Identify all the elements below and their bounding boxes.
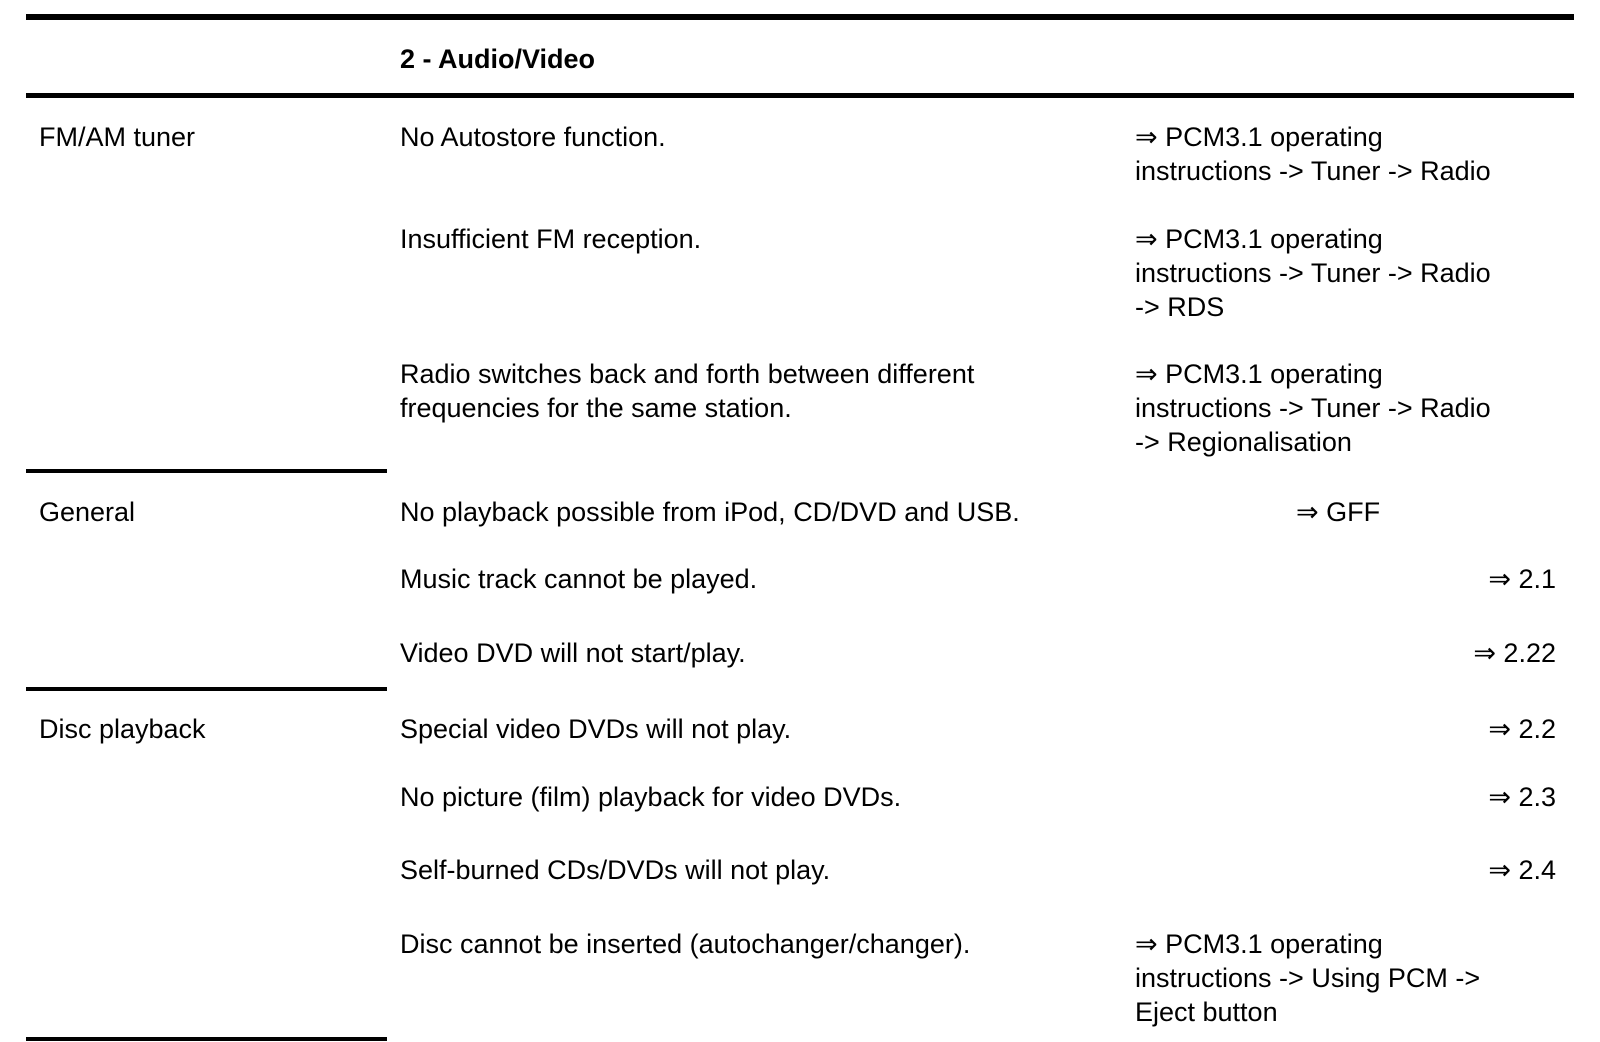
reference-text: ⇒ 2.1 [1488,564,1556,594]
reference-text: ⇒ 2.2 [1488,714,1556,744]
header-rule [26,93,1574,98]
category-fm-am-tuner: FM/AM tuner [39,122,196,152]
reference-text: ⇒ GFF [1296,497,1381,527]
problem-text: Self-burned CDs/DVDs will not play. [400,855,831,885]
problem-text: Insufficient FM reception. [400,224,702,254]
problem-text: No playback possible from iPod, CD/DVD and USB. [400,497,1020,527]
problem-text: No picture (film) playback for video DVDs. [400,782,902,812]
reference-text: ⇒ PCM3.1 operating instructions -> Tuner -> Radio [1135,122,1491,186]
top-rule [26,14,1574,20]
problem-text: Music track cannot be played. [400,564,758,594]
section-divider-general [26,687,387,691]
reference-text: ⇒ 2.3 [1488,782,1556,812]
reference-text: ⇒ 2.4 [1488,855,1556,885]
problem-text: No Autostore function. [400,122,666,152]
problem-text: Video DVD will not start/play. [400,638,746,668]
reference-text: ⇒ 2.22 [1473,638,1556,668]
section-divider-disc [26,1037,387,1041]
problem-text: Disc cannot be inserted (autochanger/changer). [400,929,971,959]
reference-text: ⇒ PCM3.1 operating instructions -> Tuner -> Radio -> Regionalisation [1135,359,1491,457]
section-title: 2 - Audio/Video [400,44,596,74]
problem-text: Radio switches back and forth between different frequencies for the same station. [400,359,975,423]
problem-text: Special video DVDs will not play. [400,714,792,744]
category-disc-playback: Disc playback [39,714,206,744]
reference-text: ⇒ PCM3.1 operating instructions -> Using PCM -> Eject button [1135,929,1481,1027]
section-divider-fm-am [26,469,387,473]
reference-text: ⇒ PCM3.1 operating instructions -> Tuner -> Radio -> RDS [1135,224,1491,322]
category-general: General [39,497,136,527]
